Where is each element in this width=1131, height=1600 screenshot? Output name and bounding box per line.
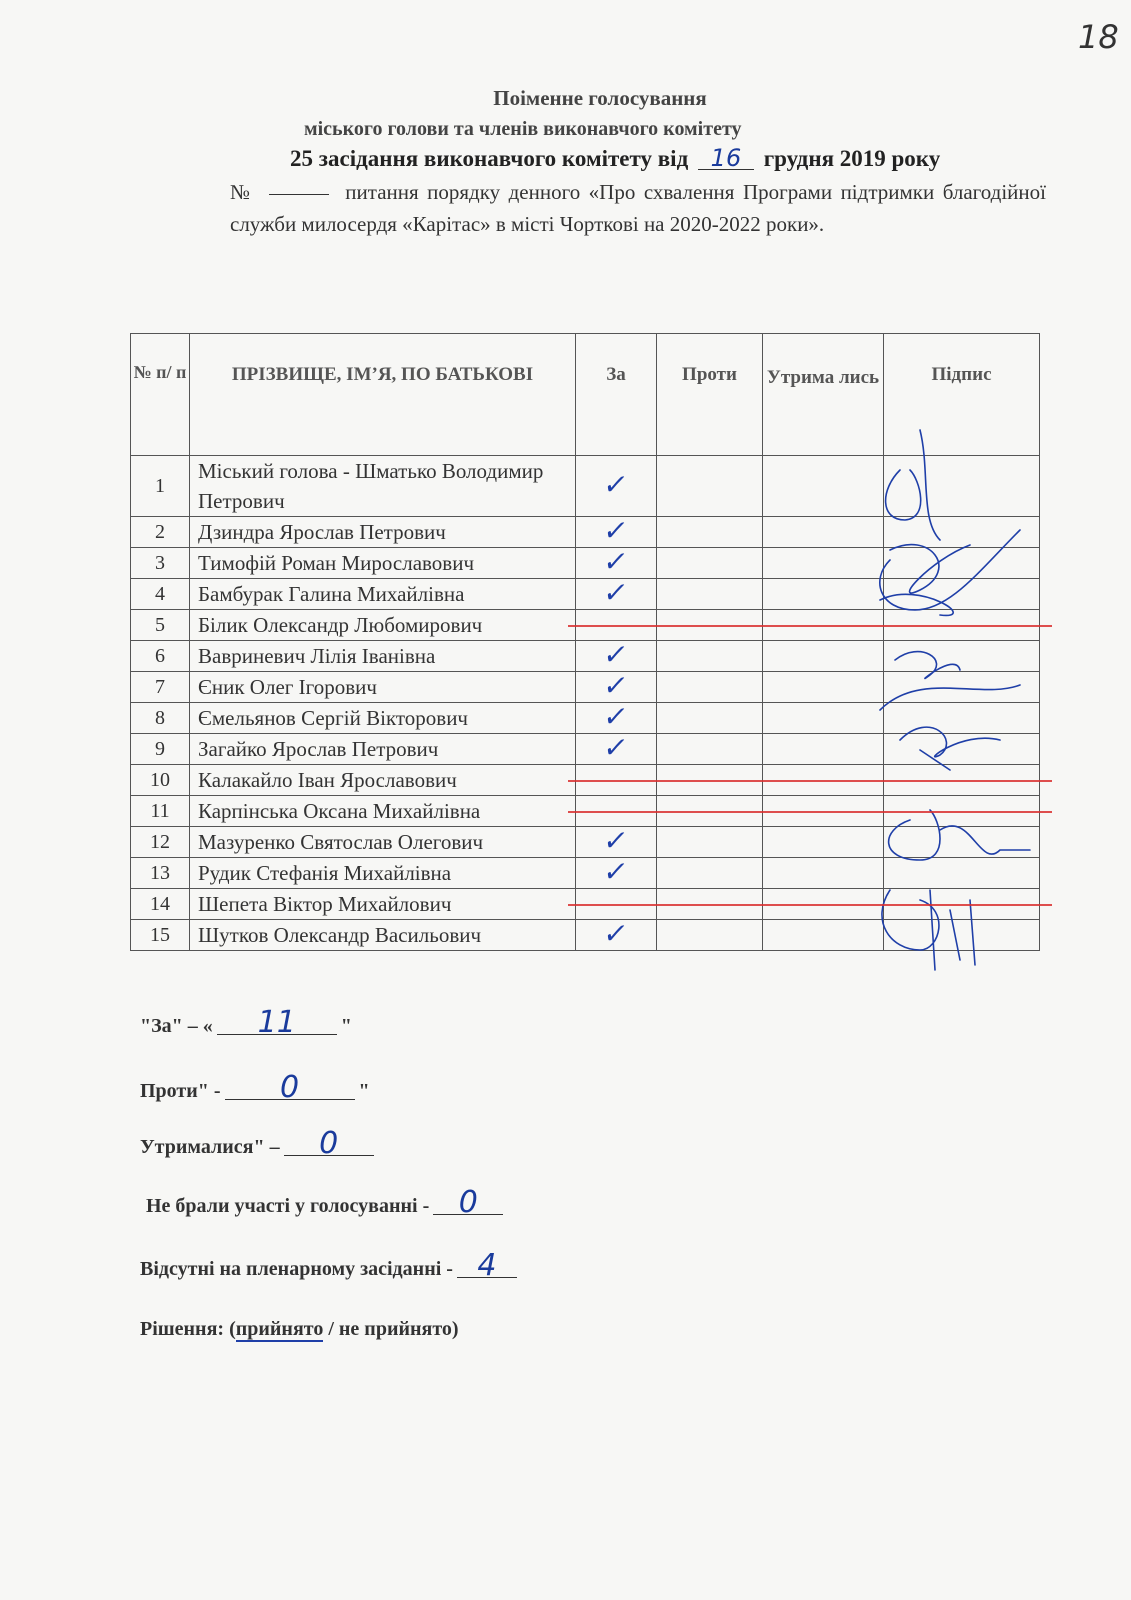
summary-abstain-label: Утрималися" – xyxy=(140,1136,280,1158)
member-name: Шутков Олександр Васильович xyxy=(190,920,576,951)
header-abstain: Утрима лись xyxy=(763,334,884,456)
decision-open: ( xyxy=(229,1318,236,1340)
summary-no-participation xyxy=(146,1185,507,1220)
member-name: Ємельянов Сергій Вікторович xyxy=(190,703,576,734)
meeting-suffix: грудня 2019 року xyxy=(763,146,941,171)
absent-strike-line xyxy=(568,811,1053,813)
row-number: 4 xyxy=(131,579,190,610)
vote-against xyxy=(657,734,763,765)
row-number: 1 xyxy=(131,456,190,517)
member-name: Міський голова - Шматько Володимир Петрович xyxy=(190,456,576,517)
row-number: 6 xyxy=(131,641,190,672)
member-name: Єник Олег Ігорович xyxy=(190,672,576,703)
absent-strike-line xyxy=(568,780,1053,782)
summary-for xyxy=(140,1005,352,1040)
summary-against xyxy=(140,1070,370,1105)
row-number: 10 xyxy=(131,765,190,796)
member-name: Рудик Стефанія Михайлівна xyxy=(190,858,576,889)
agenda-item xyxy=(230,176,1046,240)
vote-against xyxy=(657,548,763,579)
member-name: Загайко Ярослав Петрович xyxy=(190,734,576,765)
header-against: Проти xyxy=(657,334,763,456)
vote-against xyxy=(657,641,763,672)
summary-against-value: 0 xyxy=(225,1077,355,1100)
row-number: 15 xyxy=(131,920,190,951)
summary-for-label: "За" – « xyxy=(140,1015,213,1037)
meeting-line xyxy=(290,146,940,172)
absent-strike-line xyxy=(568,625,1053,627)
checkmark-icon: ✓ xyxy=(601,638,631,671)
row-number: 9 xyxy=(131,734,190,765)
meeting-day-handwritten: 16 xyxy=(698,147,754,170)
member-name: Бамбурак Галина Михайлівна xyxy=(190,579,576,610)
agenda-number-blank xyxy=(269,194,329,195)
row-number: 11 xyxy=(131,796,190,827)
summary-abstain xyxy=(140,1126,378,1161)
checkmark-icon: ✓ xyxy=(601,545,631,578)
row-number: 5 xyxy=(131,610,190,641)
summary-absent xyxy=(140,1248,521,1283)
summary-no-participation-value: 0 xyxy=(433,1192,503,1215)
summary-against-close: " xyxy=(358,1080,370,1102)
checkmark-icon: ✓ xyxy=(601,669,631,702)
vote-against xyxy=(657,703,763,734)
checkmark-icon: ✓ xyxy=(601,917,631,950)
checkmark-icon: ✓ xyxy=(601,700,631,733)
row-number: 13 xyxy=(131,858,190,889)
vote-against xyxy=(657,827,763,858)
member-name: Калакайло Іван Ярославович xyxy=(190,765,576,796)
vote-against xyxy=(657,579,763,610)
checkmark-icon: ✓ xyxy=(601,855,631,888)
header-signature: Підпис xyxy=(884,334,1040,456)
row-number: 12 xyxy=(131,827,190,858)
member-name: Дзиндра Ярослав Петрович xyxy=(190,517,576,548)
header-for: За xyxy=(576,334,657,456)
absent-strike-line xyxy=(568,904,1053,906)
member-name: Вавриневич Лілія Іванівна xyxy=(190,641,576,672)
header-number: № п/ п xyxy=(131,334,190,456)
checkmark-icon: ✓ xyxy=(601,824,631,857)
vote-for xyxy=(576,824,657,858)
page-number: 18 xyxy=(1078,18,1119,56)
row-number: 14 xyxy=(131,889,190,920)
vote-for xyxy=(576,576,657,610)
vote-against xyxy=(657,456,763,517)
meeting-prefix: 25 засідання виконавчого комітету від xyxy=(290,146,689,171)
member-name: Шепета Віктор Михайлович xyxy=(190,889,576,920)
header-name: ПРІЗВИЩЕ, ІМ’Я, ПО БАТЬКОВІ xyxy=(190,334,576,456)
member-name: Тимофій Роман Мирославович xyxy=(190,548,576,579)
decision-rest: / не прийнято) xyxy=(323,1318,459,1340)
member-name: Білик Олександр Любомирович xyxy=(190,610,576,641)
summary-absent-value: 4 xyxy=(457,1255,517,1278)
vote-for xyxy=(576,731,657,765)
vote-for xyxy=(576,456,657,517)
checkmark-icon: ✓ xyxy=(601,514,631,547)
decision-accepted: прийнято xyxy=(235,1318,324,1340)
vote-for xyxy=(576,669,657,703)
row-number: 2 xyxy=(131,517,190,548)
summary-against-label: Проти" - xyxy=(140,1080,221,1102)
vote-for xyxy=(576,545,657,579)
vote-for xyxy=(576,638,657,672)
checkmark-icon: ✓ xyxy=(601,468,631,501)
vote-for xyxy=(576,917,657,951)
vote-for xyxy=(576,855,657,889)
row-number: 3 xyxy=(131,548,190,579)
summary-no-participation-label: Не брали участі у голосуванні - xyxy=(146,1195,430,1217)
checkmark-icon: ✓ xyxy=(601,731,631,764)
vote-for xyxy=(576,700,657,734)
vote-against xyxy=(657,920,763,951)
vote-against xyxy=(657,672,763,703)
checkmark-icon: ✓ xyxy=(601,576,631,609)
vote-against xyxy=(657,517,763,548)
document-title: Поіменне голосування xyxy=(493,86,707,110)
summary-absent-label: Відсутні на пленарному засіданні - xyxy=(140,1258,453,1280)
summary-decision xyxy=(140,1318,459,1341)
summary-for-value: 11 xyxy=(217,1012,337,1035)
member-name: Карпінська Оксана Михайлівна xyxy=(190,796,576,827)
decision-label: Рішення: xyxy=(140,1318,225,1340)
agenda-text: питання порядку денного «Про схвалення Програми підтримки благодійної служби милосердя «Карітас» в місті Чорткові на 2020-2022 роки». xyxy=(230,180,1046,236)
vote-for xyxy=(576,514,657,548)
row-number: 7 xyxy=(131,672,190,703)
vote-against xyxy=(657,858,763,889)
summary-for-close: " xyxy=(340,1015,352,1037)
row-number: 8 xyxy=(131,703,190,734)
member-name: Мазуренко Святослав Олегович xyxy=(190,827,576,858)
document-subtitle: міського голови та членів виконавчого комітету xyxy=(304,118,742,140)
summary-abstain-value: 0 xyxy=(284,1133,374,1156)
signature-scribbles xyxy=(860,410,1060,990)
agenda-number-sign: № xyxy=(230,180,254,204)
